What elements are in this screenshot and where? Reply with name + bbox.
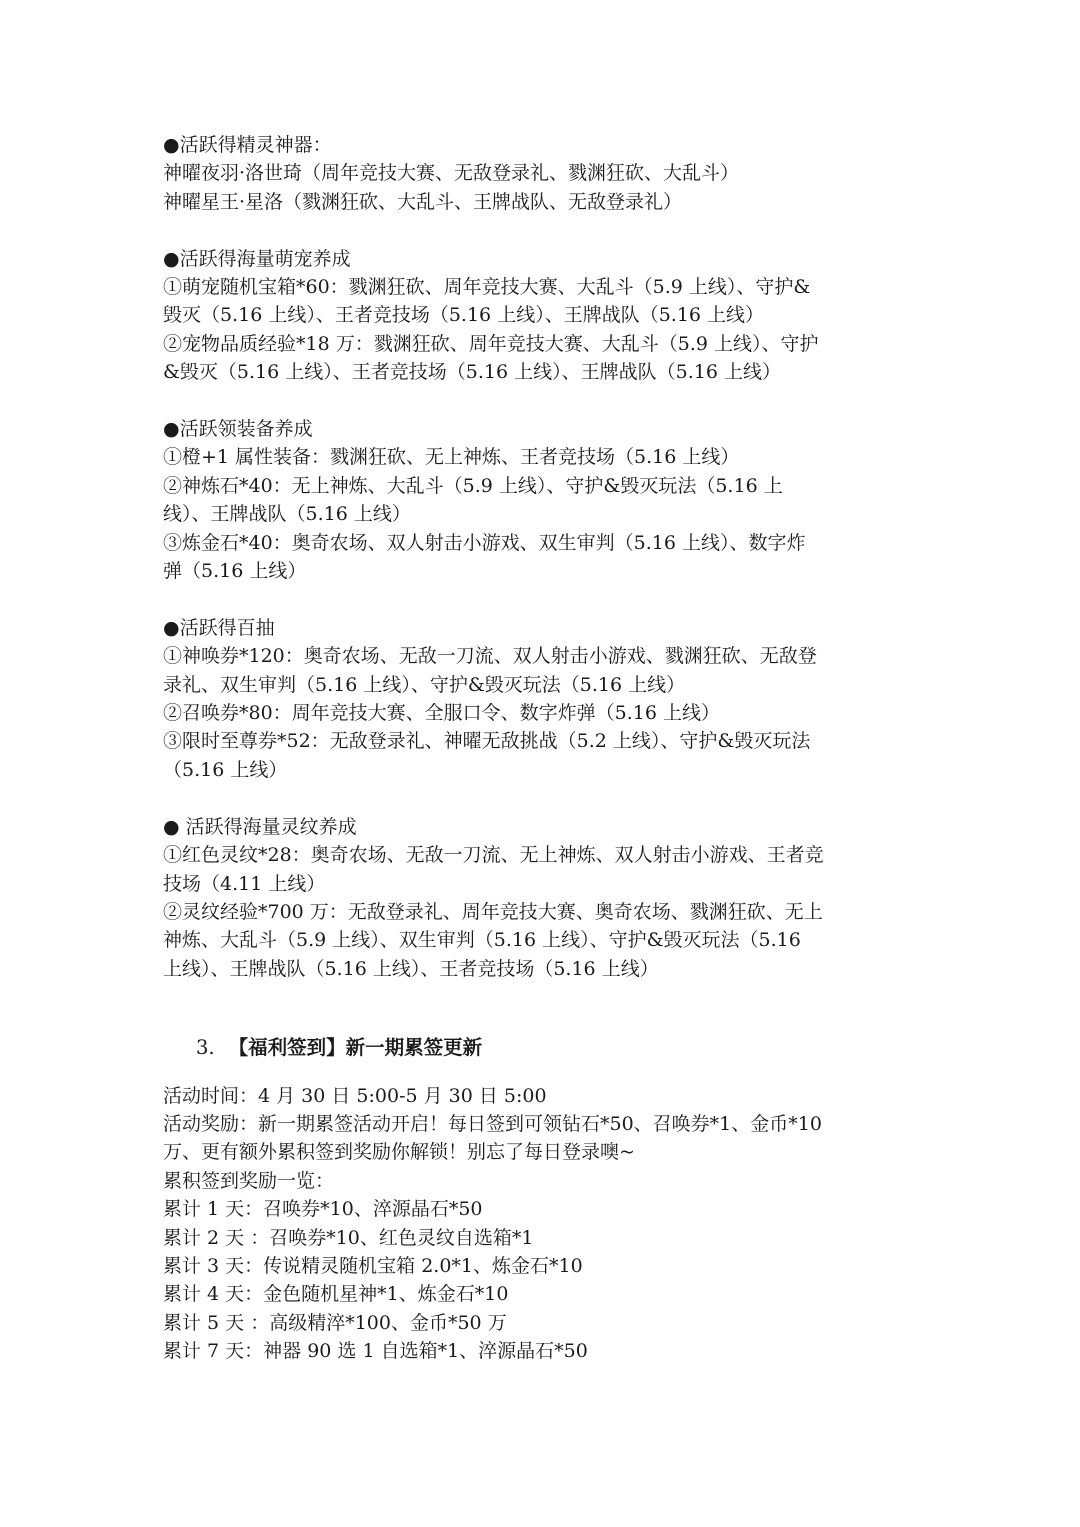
checkin-line: 累积签到奖励一览：	[163, 1169, 335, 1192]
checkin-line: 累计 1 天：召唤券*10、淬源晶石*50	[163, 1198, 483, 1221]
group-line: 毁灭（5.16 上线）、王者竞技场（5.16 上线）、王牌战队（5.16 上线）	[163, 304, 765, 327]
group-line: 神炼、大乱斗（5.9 上线）、双生审判（5.16 上线）、守护&毁灭玩法（5.16	[163, 929, 801, 952]
activity-group-draws	[163, 614, 933, 784]
group-heading: ●活跃领装备养成	[163, 418, 313, 441]
group-line: ②宠物品质经验*18 万：戮渊狂砍、周年竞技大赛、大乱斗（5.9 上线）、守护	[163, 332, 819, 355]
group-line: ③炼金石*40：奥奇农场、双人射击小游戏、双生审判（5.16 上线）、数字炸	[163, 531, 806, 554]
group-heading: ●活跃得海量萌宠养成	[163, 247, 351, 270]
group-line: 上线）、王牌战队（5.16 上线）、王者竞技场（5.16 上线）	[163, 957, 659, 980]
section-title: 【福利签到】新一期累签更新	[228, 1035, 483, 1059]
group-line: ①萌宠随机宝箱*60：戮渊狂砍、周年竞技大赛、大乱斗（5.9 上线）、守护&	[163, 276, 811, 299]
activity-group-pets	[163, 245, 933, 387]
document-page	[163, 131, 933, 1366]
activity-group-equipment	[163, 415, 933, 585]
group-line: ②召唤券*80：周年竞技大赛、全服口令、数字炸弹（5.16 上线）	[163, 702, 721, 725]
group-line: 技场（4.11 上线）	[163, 872, 326, 895]
checkin-line: 活动时间：4 月 30 日 5:00-5 月 30 日 5:00	[163, 1084, 547, 1107]
activity-group-runes	[163, 813, 933, 983]
group-line: ③限时至尊券*52：无敌登录礼、神曜无敌挑战（5.2 上线）、守护&毁灭玩法	[163, 730, 811, 753]
checkin-line: 累计 2 天 ：召唤券*10、红色灵纹自选箱*1	[163, 1226, 534, 1249]
checkin-line: 累计 3 天：传说精灵随机宝箱 2.0*1、炼金石*10	[163, 1254, 583, 1277]
group-line: 弹（5.16 上线）	[163, 560, 307, 583]
checkin-line: 累计 5 天 ：高级精淬*100、金币*50 万	[163, 1311, 507, 1334]
activity-group-artifacts	[163, 131, 933, 216]
group-line: ②灵纹经验*700 万：无敌登录礼、周年竞技大赛、奥奇农场、戮渊狂砍、无上	[163, 900, 823, 923]
checkin-line: 累计 4 天：金色随机星神*1、炼金石*10	[163, 1283, 509, 1306]
group-line: ②神炼石*40：无上神炼、大乱斗（5.9 上线）、守护&毁灭玩法（5.16 上	[163, 474, 783, 497]
group-line: &毁灭（5.16 上线）、王者竞技场（5.16 上线）、王牌战队（5.16 上线）	[163, 361, 781, 384]
group-heading: ●活跃得精灵神器：	[163, 134, 332, 156]
group-heading: ● 活跃得海量灵纹养成	[163, 815, 357, 838]
group-heading: ●活跃得百抽	[163, 616, 275, 639]
group-line: ①神唤券*120：奥奇农场、无敌一刀流、双人射击小游戏、戮渊狂砍、无敌登	[163, 645, 817, 668]
section-number: 3.	[196, 1035, 215, 1059]
checkin-line: 累计 7 天：神器 90 选 1 自选箱*1、淬源晶石*50	[163, 1340, 588, 1363]
group-line: 神曜星王·星洛（戮渊狂砍、大乱斗、王牌战队、无敌登录礼）	[163, 190, 683, 213]
checkin-details	[163, 1082, 933, 1366]
group-line: （5.16 上线）	[163, 758, 288, 781]
section-heading	[196, 1032, 933, 1064]
checkin-line: 活动奖励：新一期累签活动开启！每日签到可领钻石*50、召唤券*1、金币*10	[163, 1112, 822, 1135]
group-line: 录礼、双生审判（5.16 上线）、守护&毁灭玩法（5.16 上线）	[163, 673, 686, 696]
group-line: 线）、王牌战队（5.16 上线）	[163, 503, 411, 526]
group-line: ①橙+1 属性装备：戮渊狂砍、无上神炼、王者竞技场（5.16 上线）	[163, 446, 740, 469]
group-line: ①红色灵纹*28：奥奇农场、无敌一刀流、无上神炼、双人射击小游戏、王者竞	[163, 844, 824, 867]
group-line: 神曜夜羽·洛世琦（周年竞技大赛、无敌登录礼、戮渊狂砍、大乱斗）	[163, 162, 740, 185]
checkin-line: 万、更有额外累积签到奖励你解锁！别忘了每日登录噢~	[163, 1141, 635, 1164]
